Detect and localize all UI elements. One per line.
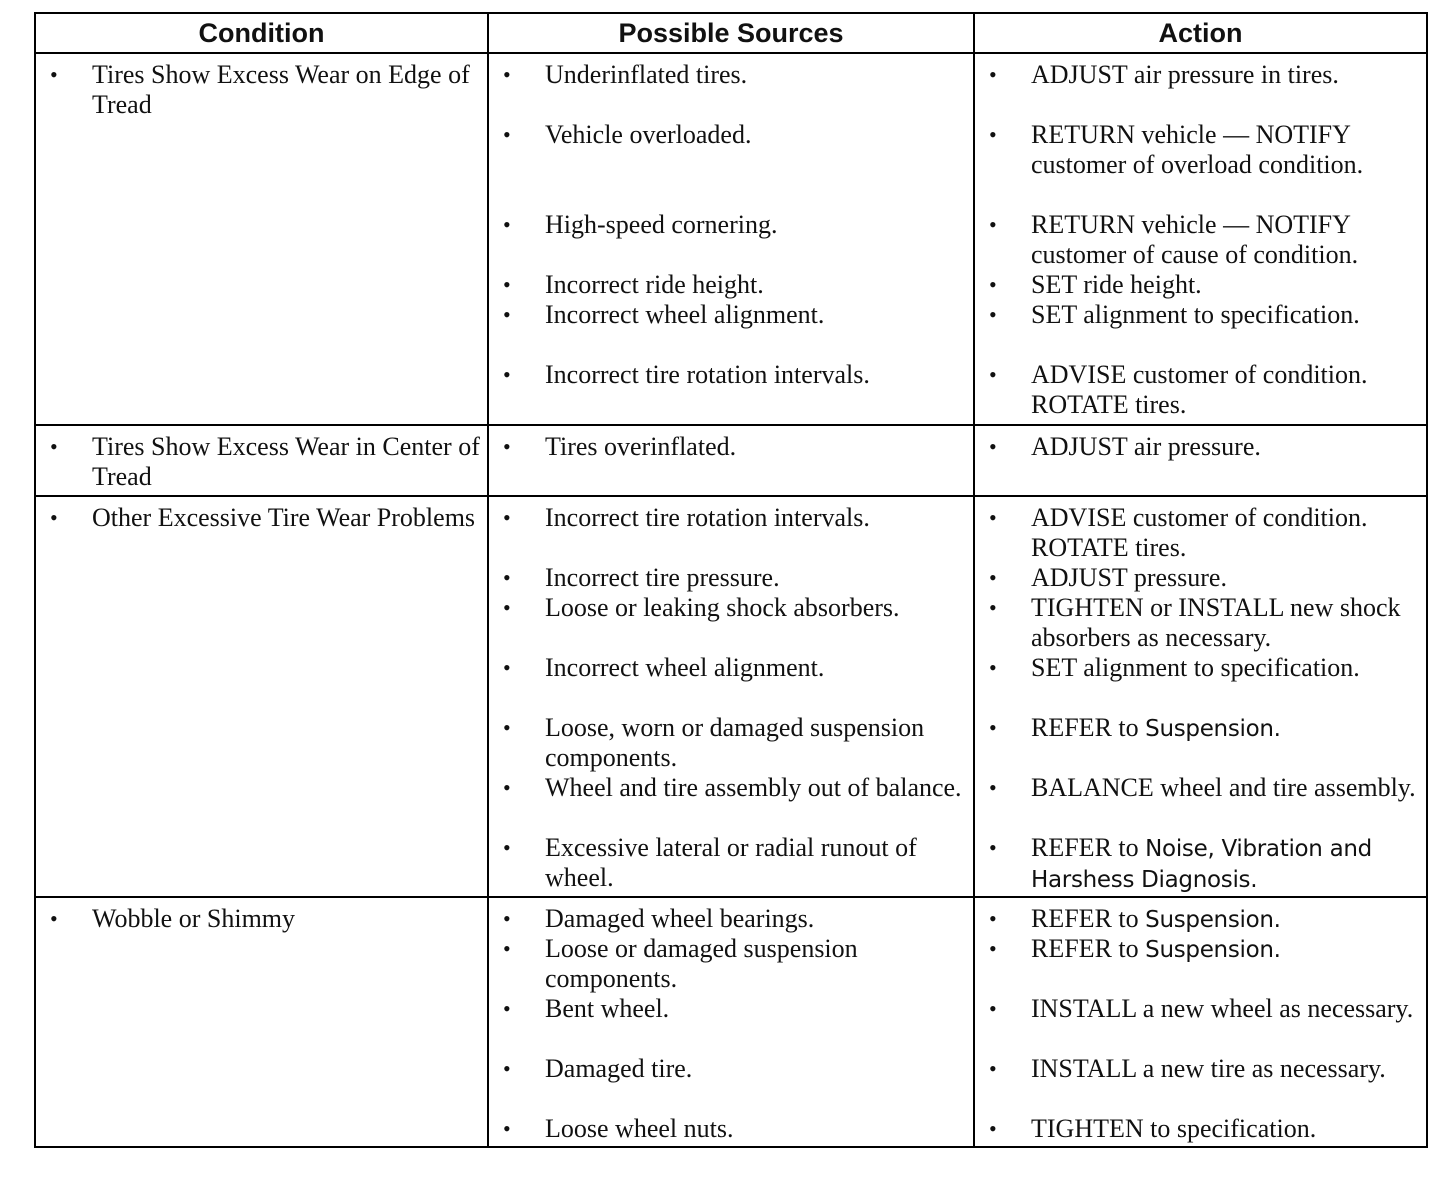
entry-text: Wheel and tire assembly out of balance. xyxy=(545,773,962,802)
entry-text: RETURN vehicle — NOTIFY customer of cause of condition. xyxy=(1031,210,1359,269)
entry-text: Incorrect tire rotation intervals. xyxy=(545,503,870,532)
entry-text: Tires Show Excess Wear in Center of Tread xyxy=(92,432,480,491)
entry-text: Incorrect ride height. xyxy=(545,270,764,299)
refer-section: Noise, Vibration and Harshess Diagnosis. xyxy=(1031,836,1372,893)
entry-text xyxy=(1031,934,1420,965)
refer-section: Suspension. xyxy=(1145,907,1281,933)
entry-text: ADJUST air pressure. xyxy=(1031,432,1261,461)
entry-text: SET ride height. xyxy=(1031,270,1202,299)
bullet-icon: • xyxy=(989,302,997,327)
entry-text: Loose wheel nuts. xyxy=(545,1114,734,1143)
action-cell xyxy=(975,898,1426,1146)
bullet-icon: • xyxy=(503,1116,511,1141)
bullet-icon: • xyxy=(503,362,511,387)
bullet-icon: • xyxy=(503,122,511,147)
bullet-icon: • xyxy=(503,62,511,87)
entry-text: BALANCE wheel and tire assembly. xyxy=(1031,773,1416,802)
entry-text: Tires overinflated. xyxy=(545,432,737,461)
bullet-icon: • xyxy=(989,715,997,740)
refer-prefix: REFER to xyxy=(1031,934,1146,963)
entry-text xyxy=(1031,904,1420,935)
sources-cell xyxy=(489,497,975,898)
bullet-icon: • xyxy=(503,565,511,590)
refer-prefix: REFER to xyxy=(1031,833,1146,862)
bullet-icon: • xyxy=(989,835,997,860)
refer-section: Suspension. xyxy=(1145,716,1281,742)
entry-text: Wobble or Shimmy xyxy=(92,904,296,933)
bullet-icon: • xyxy=(503,936,511,961)
bullet-icon: • xyxy=(503,906,511,931)
sources-cell xyxy=(489,898,975,1146)
entry-text: ADJUST pressure. xyxy=(1031,563,1227,592)
entry-text: High-speed cornering. xyxy=(545,210,778,239)
bullet-icon: • xyxy=(989,212,997,237)
bullet-icon: • xyxy=(989,936,997,961)
bullet-icon: • xyxy=(503,835,511,860)
entry-text: INSTALL a new tire as necessary. xyxy=(1031,1054,1386,1083)
bullet-icon: • xyxy=(503,302,511,327)
bullet-icon: • xyxy=(989,906,997,931)
refer-section: Suspension. xyxy=(1145,937,1281,963)
entry-text: Loose or damaged suspension components. xyxy=(545,934,858,993)
bullet-icon: • xyxy=(503,1056,511,1081)
bullet-icon: • xyxy=(503,655,511,680)
refer-prefix: REFER to xyxy=(1031,713,1146,742)
bullet-icon: • xyxy=(989,434,997,459)
bullet-icon: • xyxy=(989,996,997,1021)
diagnosis-table xyxy=(34,12,1428,1148)
entry-text: ADVISE customer of condition. ROTATE tires. xyxy=(1031,503,1368,562)
entry-text: Damaged wheel bearings. xyxy=(545,904,815,933)
action-cell xyxy=(975,54,1426,426)
bullet-icon: • xyxy=(50,434,58,459)
bullet-icon: • xyxy=(989,362,997,387)
action-cell xyxy=(975,497,1426,898)
bullet-icon: • xyxy=(989,565,997,590)
action-cell xyxy=(975,426,1426,497)
bullet-icon: • xyxy=(503,272,511,297)
header-sources: Possible Sources xyxy=(489,14,975,54)
condition-cell xyxy=(36,426,489,497)
entry-text: Vehicle overloaded. xyxy=(545,120,752,149)
bullet-icon: • xyxy=(989,775,997,800)
entry-text: ADJUST air pressure in tires. xyxy=(1031,60,1339,89)
entry-text: SET alignment to specification. xyxy=(1031,653,1360,682)
entry-text: SET alignment to specification. xyxy=(1031,300,1360,329)
entry-text: Damaged tire. xyxy=(545,1054,693,1083)
entry-text: Loose, worn or damaged suspension components. xyxy=(545,713,925,772)
entry-text: Incorrect tire pressure. xyxy=(545,563,780,592)
entry-text: Bent wheel. xyxy=(545,994,670,1023)
entry-text: TIGHTEN or INSTALL new shock absorbers as necessary. xyxy=(1031,593,1401,652)
entry-text: Incorrect wheel alignment. xyxy=(545,653,825,682)
entry-text xyxy=(1031,833,1420,895)
bullet-icon: • xyxy=(503,775,511,800)
entry-text: INSTALL a new wheel as necessary. xyxy=(1031,994,1414,1023)
bullet-icon: • xyxy=(989,1116,997,1141)
entry-text: Loose or leaking shock absorbers. xyxy=(545,593,900,622)
entry-text: TIGHTEN to specification. xyxy=(1031,1114,1317,1143)
sources-cell xyxy=(489,426,975,497)
sources-cell xyxy=(489,54,975,426)
bullet-icon: • xyxy=(503,715,511,740)
header-condition: Condition xyxy=(36,14,489,54)
bullet-icon: • xyxy=(989,122,997,147)
bullet-icon: • xyxy=(989,1056,997,1081)
refer-prefix: REFER to xyxy=(1031,904,1146,933)
bullet-icon: • xyxy=(989,655,997,680)
entry-text: Excessive lateral or radial runout of wheel. xyxy=(545,833,917,892)
entry-text: RETURN vehicle — NOTIFY customer of overload condition. xyxy=(1031,120,1364,179)
bullet-icon: • xyxy=(503,996,511,1021)
bullet-icon: • xyxy=(989,62,997,87)
condition-cell xyxy=(36,898,489,1146)
entry-text: Incorrect wheel alignment. xyxy=(545,300,825,329)
header-action: Action xyxy=(975,14,1426,54)
bullet-icon: • xyxy=(989,505,997,530)
entry-text: Incorrect tire rotation intervals. xyxy=(545,360,870,389)
bullet-icon: • xyxy=(503,212,511,237)
bullet-icon: • xyxy=(50,906,58,931)
entry-text: ADVISE customer of condition. ROTATE tires. xyxy=(1031,360,1368,419)
entry-text: Tires Show Excess Wear on Edge of Tread xyxy=(92,60,470,119)
condition-cell xyxy=(36,54,489,426)
bullet-icon: • xyxy=(503,434,511,459)
entry-text: Underinflated tires. xyxy=(545,60,748,89)
condition-cell xyxy=(36,497,489,898)
entry-text: Other Excessive Tire Wear Problems xyxy=(92,503,476,532)
bullet-icon: • xyxy=(989,272,997,297)
bullet-icon: • xyxy=(50,62,58,87)
bullet-icon: • xyxy=(503,505,511,530)
bullet-icon: • xyxy=(989,595,997,620)
bullet-icon: • xyxy=(50,505,58,530)
entry-text xyxy=(1031,713,1420,744)
bullet-icon: • xyxy=(503,595,511,620)
